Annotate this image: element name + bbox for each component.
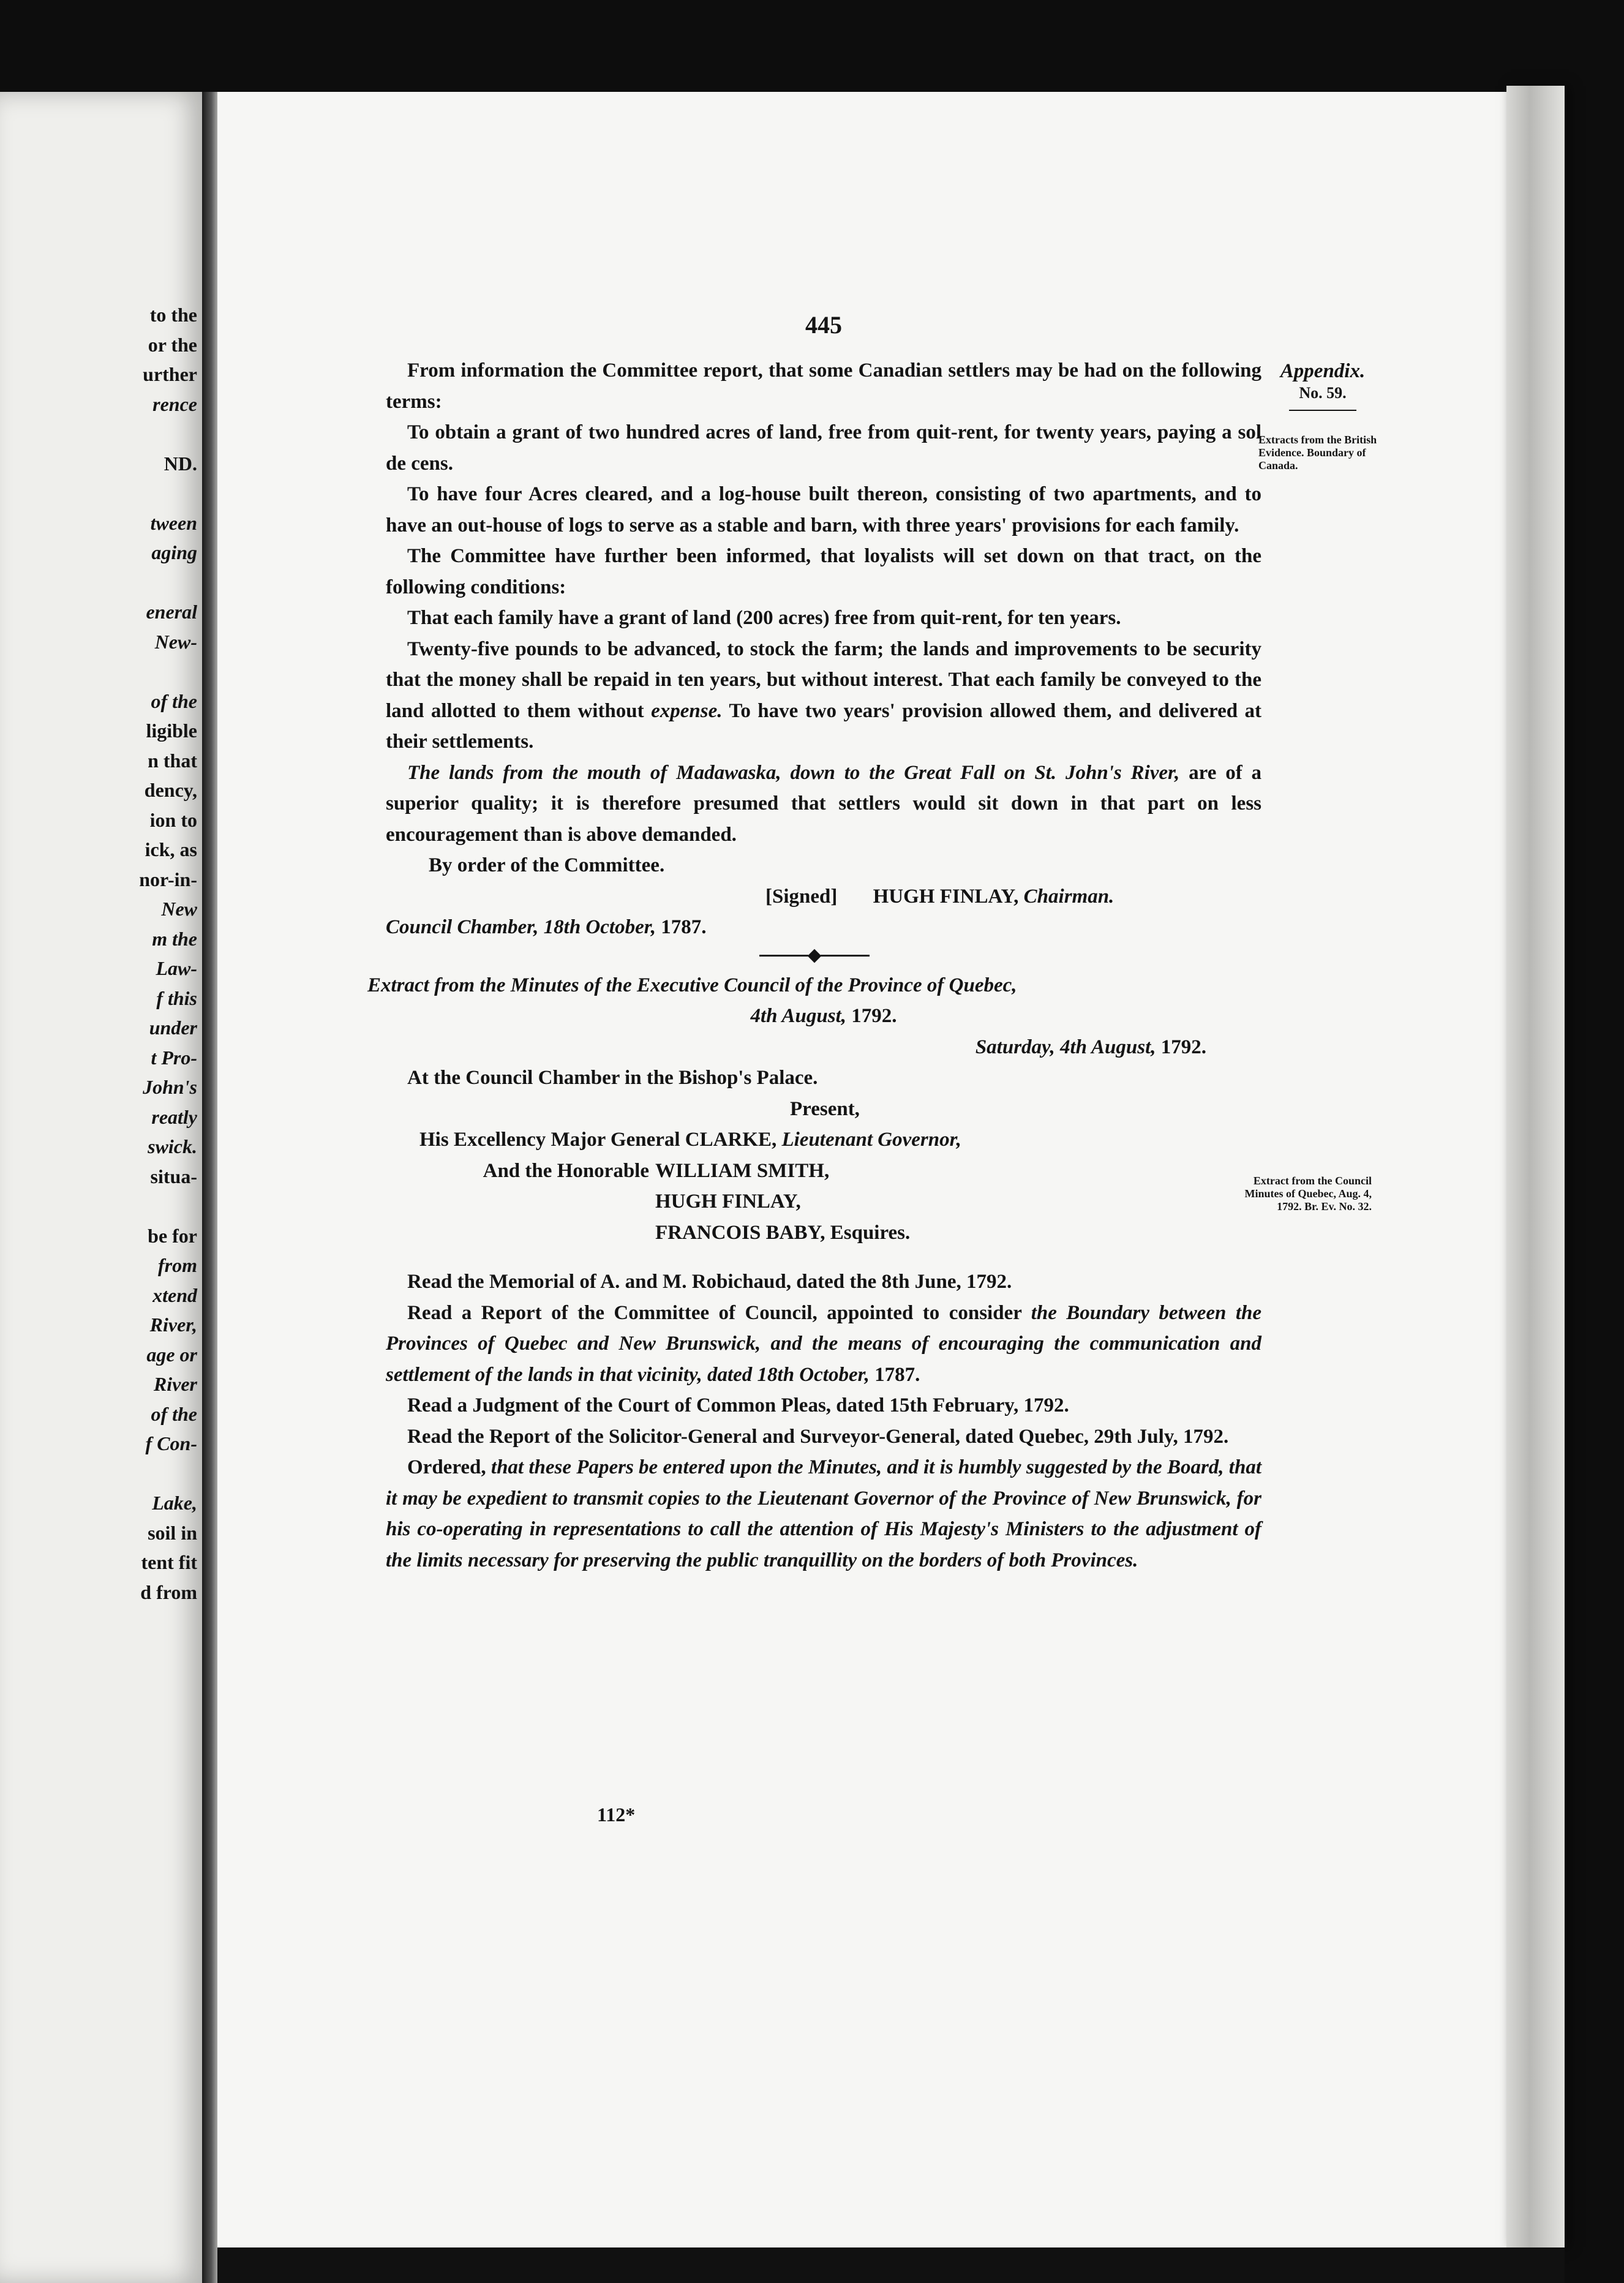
paragraph: Read the Report of the Solicitor-General and Surveyor-General, dated Quebec, 29th July, 1792.	[407, 1425, 1229, 1448]
paragraph: To have four Acres cleared, and a log-house built thereon, consisting of two apartments, and to have an out-house of logs to serve as a stable and barn, with three years' provisions for each family.	[386, 483, 1261, 536]
facing-page-line: River	[153, 1373, 197, 1395]
signatory-name: HUGH FINLAY,	[873, 885, 1019, 908]
facing-page-line: soil in	[148, 1521, 197, 1544]
paragraph: The Committee have further been informed, that loyalists will set down on that tract, on the following conditions:	[386, 545, 1261, 598]
page-number: 445	[805, 311, 842, 339]
scan-bottom-shadow	[217, 2247, 1565, 2283]
extract-heading-year: 1792.	[851, 1005, 897, 1027]
attendee-name: FRANCOIS BABY, Esquires.	[655, 1221, 911, 1244]
page-edges	[1506, 86, 1565, 2247]
meeting-day: Saturday, 4th August,	[975, 1036, 1156, 1058]
meeting-date	[386, 1032, 1261, 1063]
council-chamber-date: Council Chamber, 18th October,	[386, 916, 656, 938]
facing-page-line: tent fit	[141, 1551, 197, 1573]
facing-page-line: of the	[151, 1402, 197, 1425]
facing-page-line: swick.	[148, 1135, 197, 1157]
facing-page-line: ick, as	[145, 838, 197, 860]
facing-page-line: ligible	[146, 720, 197, 742]
facing-page-line: John's	[143, 1076, 197, 1098]
attendee-name: HUGH FINLAY,	[655, 1190, 801, 1213]
section-divider	[367, 946, 1261, 966]
governor-title: Lieutenant Governor,	[781, 1129, 961, 1151]
italic-run: The lands from the mouth of Madawaska, down to the Great Fall on St. John's River,	[407, 761, 1180, 784]
paragraph: To obtain a grant of two hundred acres of land, free from quit-rent, for twenty years, paying a sol de cens.	[386, 421, 1261, 475]
council-year: 1787.	[661, 916, 707, 938]
by-order-line: By order of the Committee.	[429, 854, 665, 876]
facing-page-line: n that	[148, 749, 197, 772]
divider-line	[759, 955, 808, 957]
signed-label: [Signed]	[765, 885, 838, 908]
text-run: 1787.	[874, 1363, 920, 1386]
signature-mark: 112*	[597, 1803, 636, 1826]
facing-page-line: t Pro-	[151, 1046, 197, 1069]
text-run: Twenty-five pounds to be advanced, to stock the farm; the lands and improvements to be security that the money shall be repaid in ten years, but without interest. That each family be conveyed to the land allotted to them without	[386, 638, 1261, 722]
paragraph: Read the Memorial of A. and M. Robichaud, dated the 8th June, 1792.	[407, 1271, 1012, 1293]
excellency-line	[386, 1124, 1261, 1156]
italic-run: expense.	[651, 699, 723, 722]
margin-note-council-minutes: Extract from the Council Minutes of Quebec, Aug. 4, 1792. Br. Ev. No. 32.	[1244, 1175, 1372, 1213]
signature-line	[386, 881, 1261, 912]
present-label: Present,	[790, 1097, 860, 1120]
extract-heading-text: Extract from the Minutes of the Executive Council of the Province of Quebec,	[367, 974, 1017, 996]
page-body	[367, 355, 1262, 1576]
divider-diamond	[808, 949, 822, 963]
italic-run: the Boundary between the Provinces of Quebec and New Brunswick, and the means of encouraging the communication and settlement of the lands in that vicinity, dated 18th October,	[386, 1301, 1261, 1386]
facing-page-line: xtend	[152, 1284, 197, 1306]
facing-page-line: tween	[150, 511, 197, 534]
facing-page-line: River,	[149, 1314, 197, 1336]
facing-page-line: Lake,	[152, 1492, 197, 1514]
facing-page-line	[0, 568, 197, 598]
text-run: Read a Report of the Committee of Council, appointed to consider	[407, 1301, 1022, 1324]
text-run: are of a superior quality; it is therefore presumed that settlers would sit down in that part on less encouragement than is above demanded.	[386, 761, 1262, 846]
paragraph	[386, 634, 1261, 758]
facing-page-line: ion to	[149, 808, 197, 831]
council-date-line	[386, 912, 1261, 943]
facing-page-line	[0, 478, 197, 508]
facing-page-line: New-	[154, 630, 197, 653]
facing-page-line: to the	[149, 304, 197, 326]
margin-rule	[1289, 410, 1356, 411]
facing-page-line: rence	[152, 393, 197, 415]
honorable-label: And the Honorable	[483, 1159, 649, 1182]
governor-name: His Excellency Major General CLARKE,	[419, 1129, 777, 1151]
attendee-name: WILLIAM SMITH,	[655, 1159, 830, 1182]
facing-page-line	[0, 1191, 197, 1221]
facing-page-line: or the	[148, 333, 197, 356]
facing-page-line	[0, 1459, 197, 1489]
paragraph: That each family have a grant of land (200 acres) free from quit-rent, for ten years.	[407, 607, 1121, 629]
facing-page-line: Law-	[156, 957, 197, 979]
facing-page-line	[0, 419, 197, 449]
facing-page-line: under	[149, 1017, 197, 1039]
meeting-year: 1792.	[1160, 1036, 1206, 1058]
text-run: Ordered,	[407, 1456, 486, 1478]
facing-page-line: reatly	[151, 1105, 197, 1128]
facing-page-line: ND.	[164, 452, 197, 475]
facing-page-line: f this	[156, 987, 197, 1009]
paragraph	[386, 1298, 1261, 1391]
paragraph	[386, 758, 1261, 851]
facing-page-text	[0, 300, 197, 1607]
facing-page-line: situa-	[150, 1165, 197, 1187]
facing-page-line: urther	[143, 363, 197, 385]
attendee-list	[386, 1156, 1261, 1249]
signatory-title: Chairman.	[1023, 885, 1115, 908]
facing-page-line: aging	[151, 541, 197, 563]
facing-page-line: New	[161, 898, 197, 920]
paragraph: From information the Committee report, that some Canadian settlers may be had on the following terms:	[386, 359, 1261, 413]
divider-line	[821, 955, 870, 957]
margin-note-extracts: Extracts from the British Evidence. Boundary of Canada.	[1258, 434, 1377, 472]
facing-page-line	[0, 656, 197, 686]
facing-page-line: dency,	[144, 779, 197, 801]
facing-page-line: d from	[140, 1581, 197, 1603]
appendix-number: No. 59.	[1299, 384, 1347, 402]
appendix-label: Appendix.	[1280, 360, 1366, 382]
extract-heading-day: 4th August,	[750, 1005, 847, 1027]
facing-page-line: of the	[151, 690, 197, 712]
facing-page-line: age or	[146, 1343, 197, 1366]
paragraph: Read a Judgment of the Court of Common Pleas, dated 15th February, 1792.	[407, 1394, 1069, 1416]
paragraph	[386, 1452, 1261, 1576]
facing-page-line: eneral	[146, 601, 197, 623]
facing-page-line: nor-in-	[139, 868, 197, 890]
facing-page-line: from	[158, 1254, 197, 1276]
margin-appendix	[1261, 360, 1384, 415]
meeting-location: At the Council Chamber in the Bishop's Palace.	[407, 1067, 818, 1089]
italic-run: that these Papers be entered upon the Minutes, and it is humbly suggested by the Board, that it may be expedient to transmit copies to the Lieutenant Governor of the Province of New Brunswick, for his co-operating in representations to call the attention of His Majesty's Ministers to the adjustment of the limits necessary for preserving the public tranquillity on the borders of both Provinces.	[386, 1456, 1262, 1571]
facing-page-line: m the	[152, 927, 197, 950]
extract-heading-date	[386, 1001, 1261, 1032]
extract-heading	[367, 970, 1274, 1001]
facing-page-line: f Con-	[145, 1432, 197, 1454]
facing-page-line: be for	[148, 1224, 197, 1247]
text-run: To have two years' provision allowed them, and delivered at their settlements.	[386, 699, 1262, 753]
